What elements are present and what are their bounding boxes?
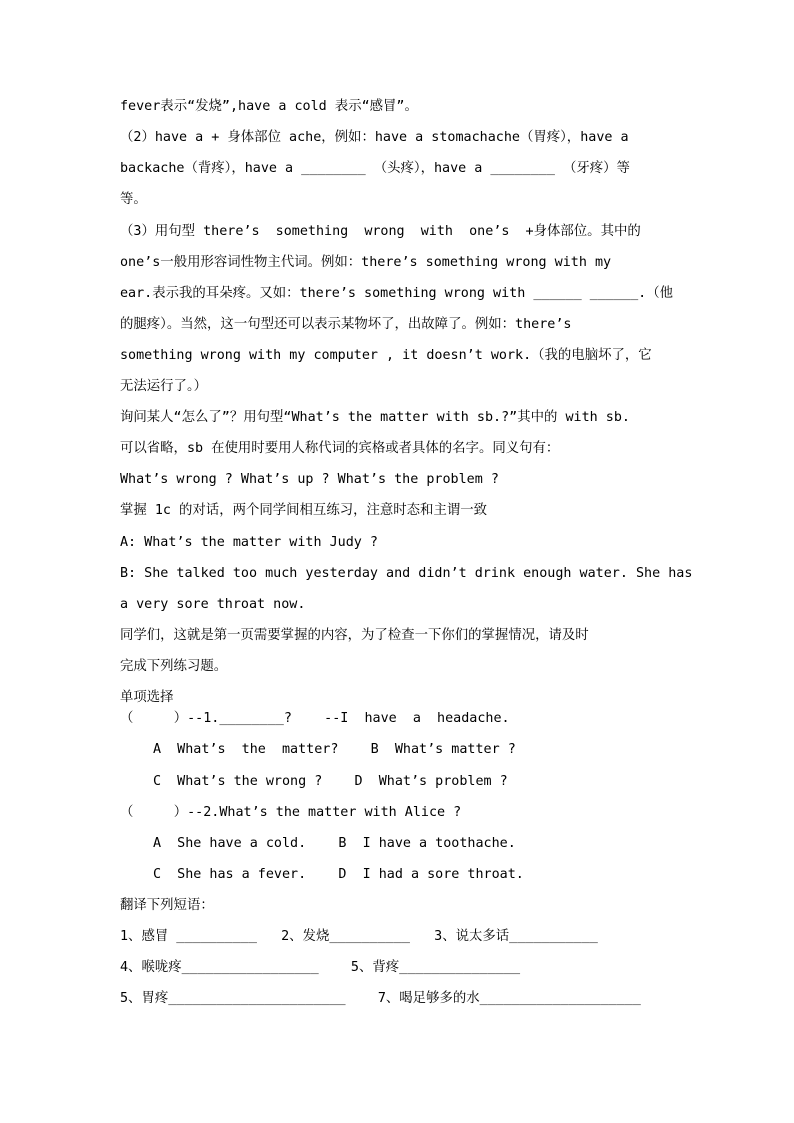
dialogue-line: A: What’s the matter with Judy ? [120, 535, 378, 550]
translate-row: 1、感冒 __________ 2、发烧__________ 3、说太多话___________ [120, 929, 598, 944]
text-line: something wrong with my computer , it doesn’t work.（我的电脑坏了，它 [120, 348, 652, 363]
text-line: backache（背疼），have a ________ （头疼），have a ________ （牙疼）等 [120, 161, 630, 176]
text-line: one’s一般用形容词性物主代词。例如：there’s something wrong with my [120, 255, 612, 270]
question-1-stem: （ ）--1.________? --I have a headache. [120, 711, 510, 726]
section-heading: 单项选择 [120, 690, 174, 705]
question-2-stem: （ ）--2.What’s the matter with Alice ? [120, 805, 462, 820]
text-line: fever表示“发烧”,have a cold 表示“感冒”。 [120, 99, 418, 114]
translate-row: 4、喉咙疼_________________ 5、背疼_______________ [120, 960, 521, 975]
text-line: 无法运行了。） [120, 379, 208, 394]
question-2-options-ab: A She have a cold. B I have a toothache. [153, 836, 516, 851]
text-line: 掌握 1c 的对话，两个同学间相互练习，注意时态和主谓一致 [120, 503, 488, 518]
text-line: ear.表示我的耳朵疼。又如：there’s something wrong with ______ ______.（他 [120, 286, 673, 301]
text-line: 完成下列练习题。 [120, 659, 228, 674]
question-1-options-ab: A What’s the matter? B What’s matter ? [153, 742, 516, 757]
text-line: 等。 [120, 192, 147, 207]
text-line: 的腿疼）。当然，这一句型还可以表示某物坏了，出故障了。例如：there’s [120, 317, 572, 332]
dialogue-line: B: She talked too much yesterday and didn’t drink enough water. She has [120, 566, 693, 581]
text-line: （2）have a + 身体部位 ache，例如：have a stomachache（胃疼），have a [120, 130, 629, 145]
text-line: 询问某人“怎么了”？用句型“What’s the matter with sb.?”其中的 with sb. [120, 410, 630, 425]
text-line: （3）用句型 there’s something wrong with one’s +身体部位。其中的 [120, 224, 641, 239]
text-line: 同学们，这就是第一页需要掌握的内容，为了检查一下你们的掌握情况，请及时 [120, 628, 589, 643]
question-1-options-cd: C What’s the wrong ? D What’s problem ? [153, 774, 508, 789]
text-line: What’s wrong ? What’s up ? What’s the problem ? [120, 472, 499, 487]
text-line: 可以省略，sb 在使用时要用人称代词的宾格或者具体的名字。同义句有： [120, 441, 560, 456]
translate-row: 5、胃疼______________________ 7、喝足够多的水____________________ [120, 991, 641, 1006]
dialogue-line: a very sore throat now. [120, 597, 306, 612]
section-heading: 翻译下列短语： [120, 898, 214, 913]
question-2-options-cd: C She has a fever. D I had a sore throat. [153, 867, 524, 882]
